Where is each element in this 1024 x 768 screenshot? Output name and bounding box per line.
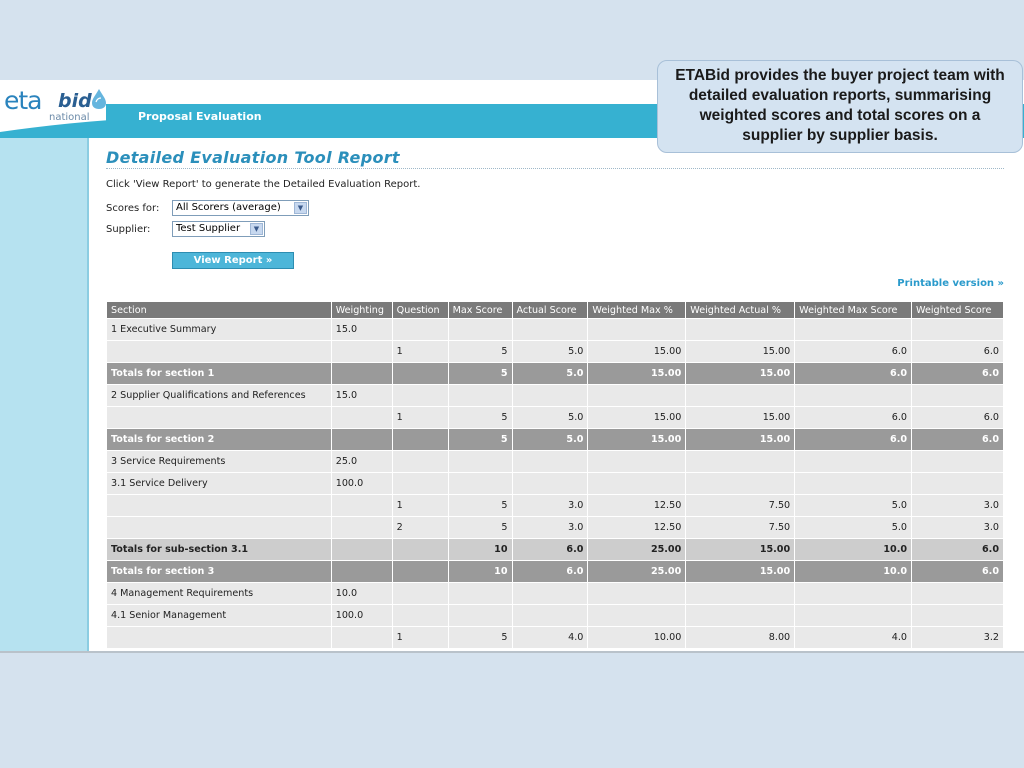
table-cell: 100.0 [331, 473, 392, 495]
table-cell: 6.0 [512, 561, 588, 583]
table-cell: 7.50 [686, 517, 795, 539]
table-cell: 10.0 [795, 561, 912, 583]
table-cell: 6.0 [795, 429, 912, 451]
column-header: Actual Score [512, 302, 588, 319]
table-cell: 5.0 [512, 407, 588, 429]
table-cell [912, 473, 1004, 495]
table-cell [107, 341, 332, 363]
evaluation-report-table [106, 301, 1004, 649]
table-cell [331, 495, 392, 517]
table-cell: 4.1 Senior Management [107, 605, 332, 627]
table-cell: 4 Management Requirements [107, 583, 332, 605]
totals-row [107, 561, 1004, 583]
printable-version-link[interactable]: Printable version » [897, 278, 1004, 289]
table-cell [331, 539, 392, 561]
table-row [107, 319, 1004, 341]
table-cell: 6.0 [795, 341, 912, 363]
table-cell: 5.0 [512, 429, 588, 451]
chevron-down-icon[interactable]: ▼ [294, 202, 307, 214]
table-cell: 5 [448, 341, 512, 363]
table-cell [331, 429, 392, 451]
table-cell [588, 385, 686, 407]
table-cell: 3 Service Requirements [107, 451, 332, 473]
table-cell: 1 Executive Summary [107, 319, 332, 341]
table-cell [448, 451, 512, 473]
table-cell: 5 [448, 363, 512, 385]
table-cell [331, 341, 392, 363]
logo-national-text: national [49, 112, 90, 123]
table-cell: 6.0 [795, 363, 912, 385]
table-cell: 1 [392, 407, 448, 429]
bottom-divider [0, 651, 1024, 653]
title-divider [106, 168, 1004, 169]
table-cell: 1 [392, 627, 448, 649]
table-row [107, 341, 1004, 363]
table-cell: 6.0 [912, 341, 1004, 363]
table-cell: 4.0 [512, 627, 588, 649]
table-cell: 12.50 [588, 495, 686, 517]
table-row [107, 451, 1004, 473]
table-cell: 5.0 [795, 495, 912, 517]
table-cell [107, 495, 332, 517]
table-cell [392, 385, 448, 407]
logo-eta-text: eta [4, 86, 42, 115]
table-cell [392, 363, 448, 385]
column-header: Question [392, 302, 448, 319]
table-cell: Totals for section 2 [107, 429, 332, 451]
table-cell [686, 583, 795, 605]
table-cell [331, 517, 392, 539]
table-cell: 2 [392, 517, 448, 539]
page-title: Detailed Evaluation Tool Report [106, 148, 400, 167]
table-cell [107, 407, 332, 429]
table-cell: Totals for section 1 [107, 363, 332, 385]
table-cell: 15.0 [331, 385, 392, 407]
table-cell [686, 451, 795, 473]
table-cell: 5 [448, 517, 512, 539]
column-header: Max Score [448, 302, 512, 319]
table-cell: 10.0 [331, 583, 392, 605]
table-cell: 5.0 [512, 363, 588, 385]
column-header: Weighted Max % [588, 302, 686, 319]
table-cell [331, 407, 392, 429]
table-cell: 25.00 [588, 561, 686, 583]
table-cell: 5.0 [795, 517, 912, 539]
table-row [107, 407, 1004, 429]
column-header: Weighted Max Score [795, 302, 912, 319]
table-cell [448, 385, 512, 407]
table-cell: 5 [448, 627, 512, 649]
table-cell [331, 627, 392, 649]
table-cell [686, 605, 795, 627]
table-cell [795, 605, 912, 627]
table-cell [912, 605, 1004, 627]
table-row [107, 495, 1004, 517]
table-row [107, 517, 1004, 539]
table-cell [512, 319, 588, 341]
table-cell: 4.0 [795, 627, 912, 649]
table-cell: 6.0 [912, 429, 1004, 451]
table-row [107, 583, 1004, 605]
table-cell: 5.0 [512, 341, 588, 363]
table-header-row [107, 302, 1004, 319]
table-cell: 3.0 [512, 517, 588, 539]
table-cell: 6.0 [912, 407, 1004, 429]
table-cell [588, 583, 686, 605]
droplet-icon [90, 88, 108, 110]
table-cell: 8.00 [686, 627, 795, 649]
table-cell: 6.0 [912, 363, 1004, 385]
table-cell: 15.00 [686, 539, 795, 561]
table-body [107, 319, 1004, 649]
table-cell [686, 385, 795, 407]
table-cell [448, 605, 512, 627]
table-cell [512, 583, 588, 605]
table-cell [588, 605, 686, 627]
table-cell [912, 319, 1004, 341]
sidebar [0, 138, 89, 652]
table-cell: 15.00 [588, 407, 686, 429]
supplier-label: Supplier: [106, 224, 151, 235]
table-cell: 15.00 [588, 363, 686, 385]
table-cell: 12.50 [588, 517, 686, 539]
table-cell [912, 583, 1004, 605]
table-cell: 2 Supplier Qualifications and References [107, 385, 332, 407]
table-cell [512, 451, 588, 473]
table-cell: 6.0 [912, 561, 1004, 583]
table-cell: 15.0 [331, 319, 392, 341]
table-cell [686, 473, 795, 495]
table-cell [912, 385, 1004, 407]
table-cell: 5 [448, 429, 512, 451]
instructions-text: Click 'View Report' to generate the Detailed Evaluation Report. [106, 179, 421, 190]
table-cell [107, 627, 332, 649]
scores-for-select[interactable] [172, 200, 309, 216]
table-cell: 3.1 Service Delivery [107, 473, 332, 495]
totals-row [107, 363, 1004, 385]
table-cell: 3.2 [912, 627, 1004, 649]
table-cell [392, 605, 448, 627]
application-window [0, 80, 1024, 652]
logo[interactable] [4, 82, 108, 126]
table-cell [795, 451, 912, 473]
table-cell: 3.0 [512, 495, 588, 517]
view-report-button[interactable]: View Report » [172, 252, 294, 269]
table-cell: 1 [392, 341, 448, 363]
table-cell [795, 583, 912, 605]
table-cell: 15.00 [686, 407, 795, 429]
table-cell [588, 473, 686, 495]
supplier-value: Test Supplier [176, 223, 241, 234]
table-cell [392, 473, 448, 495]
table-cell [912, 451, 1004, 473]
chevron-down-icon[interactable]: ▼ [250, 223, 263, 235]
column-header: Weighting [331, 302, 392, 319]
totals-row [107, 429, 1004, 451]
table-cell [392, 451, 448, 473]
table-cell: 3.0 [912, 517, 1004, 539]
table-cell: 25.0 [331, 451, 392, 473]
table-row [107, 473, 1004, 495]
column-header: Weighted Actual % [686, 302, 795, 319]
table-cell: 15.00 [686, 363, 795, 385]
table-cell [588, 319, 686, 341]
column-header: Weighted Score [912, 302, 1004, 319]
table-cell: 10.00 [588, 627, 686, 649]
table-cell [331, 363, 392, 385]
table-cell: Totals for section 3 [107, 561, 332, 583]
table-cell [512, 473, 588, 495]
table-cell [795, 385, 912, 407]
supplier-select[interactable] [172, 221, 265, 237]
table-cell: 25.00 [588, 539, 686, 561]
table-row [107, 385, 1004, 407]
table-cell: 1 [392, 495, 448, 517]
table-cell [795, 319, 912, 341]
table-cell: 10 [448, 539, 512, 561]
callout-box: ETABid provides the buyer project team with detailed evaluation reports, summarising weighted scores and total scores on a supplier by supplier basis. [657, 60, 1023, 153]
table-cell [512, 385, 588, 407]
table-cell [392, 561, 448, 583]
table-cell: 15.00 [686, 561, 795, 583]
scores-for-value: All Scorers (average) [176, 202, 281, 213]
table-cell [448, 319, 512, 341]
table-cell: 15.00 [588, 429, 686, 451]
table-cell: 6.0 [795, 407, 912, 429]
table-cell [588, 451, 686, 473]
table-cell [448, 583, 512, 605]
table-cell: 6.0 [512, 539, 588, 561]
table-cell [448, 473, 512, 495]
table-cell: 10 [448, 561, 512, 583]
header-title: Proposal Evaluation [138, 110, 262, 123]
table-cell [331, 561, 392, 583]
totals-row [107, 539, 1004, 561]
scores-for-label: Scores for: [106, 203, 160, 214]
table-row [107, 605, 1004, 627]
table-cell [107, 517, 332, 539]
table-cell [512, 605, 588, 627]
table-cell: 5 [448, 495, 512, 517]
table-row [107, 627, 1004, 649]
table-cell: 100.0 [331, 605, 392, 627]
logo-bid-text: bid [58, 90, 92, 112]
table-cell [392, 319, 448, 341]
table-cell: 7.50 [686, 495, 795, 517]
table-cell: 15.00 [686, 429, 795, 451]
table-cell [392, 539, 448, 561]
table-cell: 6.0 [912, 539, 1004, 561]
table-cell: 15.00 [588, 341, 686, 363]
table-cell: 15.00 [686, 341, 795, 363]
table-cell [686, 319, 795, 341]
table-cell: 3.0 [912, 495, 1004, 517]
table-cell: 5 [448, 407, 512, 429]
column-header: Section [107, 302, 332, 319]
table-cell: Totals for sub-section 3.1 [107, 539, 332, 561]
table-cell [392, 583, 448, 605]
table-cell: 10.0 [795, 539, 912, 561]
table-cell [795, 473, 912, 495]
table-cell [392, 429, 448, 451]
